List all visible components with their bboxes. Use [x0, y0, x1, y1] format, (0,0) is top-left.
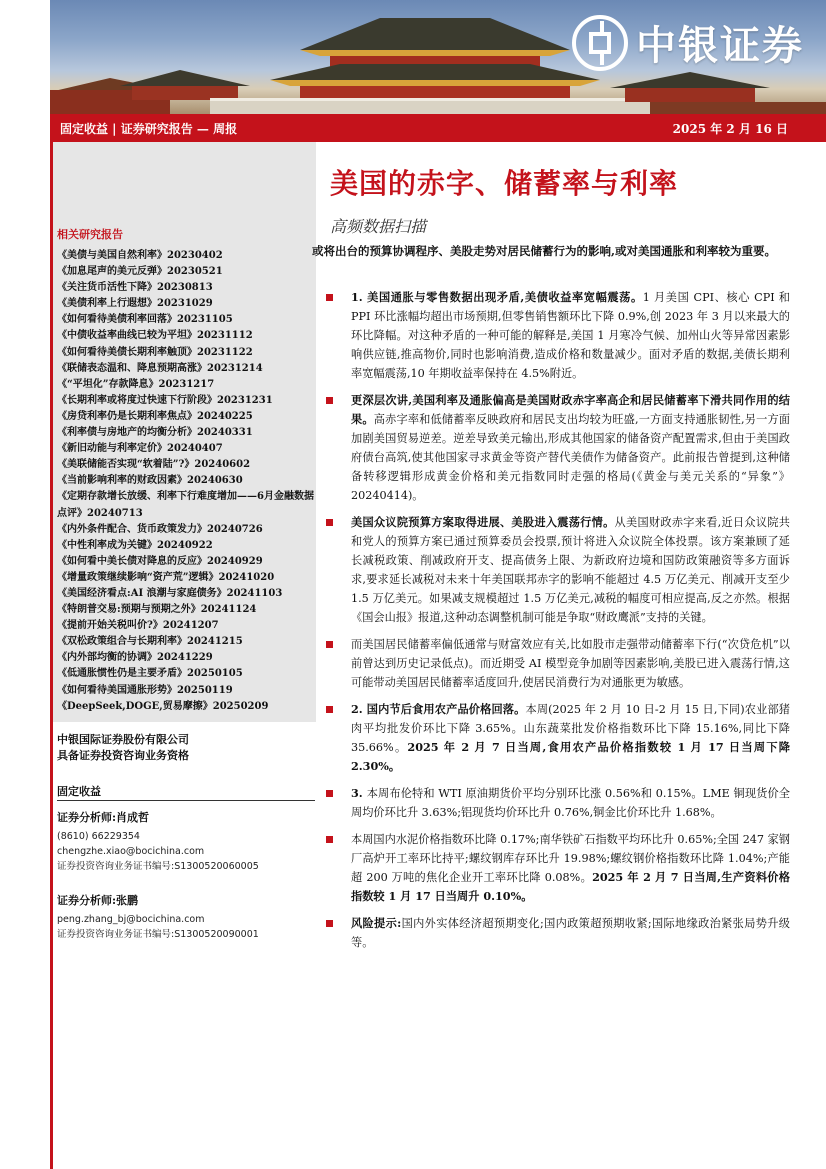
related-report-item[interactable]: 《房贷利率仍是长期利率焦点》20240225 [57, 410, 253, 422]
bullet-lead: 1. 美国通胀与零售数据出现矛盾,美债收益率宽幅震荡。 [351, 290, 643, 304]
bullet-paragraph [326, 830, 790, 906]
related-report-item[interactable]: 《定期存款增长放缓、利率下行难度增加——6月金融数据点评》20240713 [57, 491, 314, 519]
related-report-item[interactable]: 《美国经济看点:AI 浪潮与家庭债务》20241103 [57, 587, 283, 599]
related-report-item[interactable]: 《中债收益率曲线已较为平坦》20231112 [57, 330, 253, 342]
bullet-text: 1 月美国 CPI、核心 CPI 和 PPI 环比涨幅均超出市场预期,但零售销售额环比下降 0.9%,创 2023 年 3 月以来最大的环比降幅。对这种矛盾的一种可能的解释是,美国 1 月寒冷气候、加州山火等异常因素影响供应链,推高物价,同时也影响消费,造成价格和数量减少。面对矛盾的数据,美债长期利率宽幅震荡,10 年期收益率保持在 4.5%附近。 [351, 291, 790, 380]
bullet-lead: 美国众议院预算方案取得进展、美股进入震荡行情。 [351, 515, 615, 529]
analyst-email[interactable]: peng.zhang_bj@bocichina.com [57, 914, 205, 925]
bullet-paragraph [326, 391, 790, 505]
company-info [57, 732, 315, 764]
analyst-cert: 证券投资咨询业务证书编号:S1300520060005 [57, 861, 259, 872]
analyst-name: 证券分析师:肖成哲 [57, 811, 150, 824]
analyst-card [57, 892, 315, 942]
bullet-paragraph [326, 288, 790, 383]
bullet-paragraph [326, 635, 790, 692]
related-report-item[interactable]: 《当前影响利率的财政因素》20240630 [57, 475, 243, 487]
analyst-cert: 证券投资咨询业务证书编号:S1300520090001 [57, 929, 259, 940]
company-qualification: 具备证券投资咨询业务资格 [57, 749, 189, 762]
report-subtitle: 高频数据扫描 [330, 217, 427, 236]
bullet-list [326, 288, 790, 952]
related-report-item[interactable]: 《增量政策继续影响“资产荒”逻辑》20241020 [57, 571, 275, 583]
bullet-lead: 3. [351, 786, 367, 800]
bullet-text: 国内外实体经济超预期变化;国内政策超预期收紧;国际地缘政治紧张局势升级等。 [351, 917, 790, 949]
bullet-text: 而美国居民储蓄率偏低通常与财富效应有关,比如股市走强带动储蓄率下行(“次贷危机”以前曾达到历史记录低点)。而近期受 AI 模型竞争加剧等因素影响,美股已进入震荡行情,这可能带动美国居民储蓄率适度回升,使居民消费行为对通胀更为敏感。 [351, 638, 790, 689]
bullet-text: 本周布伦特和 WTI 原油期货价平均分别环比涨 0.56%和 0.15%。LME 铜现货价全周均价环比升 3.63%;铝现货均价环比升 0.76%,铜金比价环比升 1.68%。 [351, 787, 790, 819]
related-report-item[interactable]: 《美联储能否实现“软着陆”?》20240602 [57, 459, 251, 471]
related-report-item[interactable]: 《提前开始关税叫价?》20241207 [57, 620, 219, 632]
analyst-phone: (8610) 66229354 [57, 831, 140, 842]
related-report-item[interactable]: 《如何看中美长债对降息的反应》20240929 [57, 555, 263, 567]
header-banner [50, 0, 826, 114]
related-report-item[interactable]: 《新旧动能与利率定价》20240407 [57, 443, 223, 455]
divider [57, 800, 315, 801]
related-report-item[interactable]: 《加息尾声的美元反弹》20230521 [57, 266, 223, 278]
related-report-item[interactable]: 《低通胀惯性仍是主要矛盾》20250105 [57, 668, 243, 680]
report-intro: 或将出台的预算协调程序、美股走势对居民储蓄行为的影响,或对美国通胀和利率较为重要。 [312, 244, 776, 258]
bullet-square-icon [326, 920, 333, 927]
related-report-item[interactable]: 《特朗普交易:预期与预期之外》20241124 [57, 604, 257, 616]
report-title: 美国的赤字、储蓄率与利率 [330, 167, 679, 200]
analyst-email[interactable]: chengzhe.xiao@bocichina.com [57, 846, 205, 857]
related-report-item[interactable]: 《如何看待美债长期利率触顶》20231122 [57, 346, 253, 358]
related-report-item[interactable]: 《“平坦化”存款降息》20231217 [57, 378, 215, 390]
related-report-item[interactable]: 《联储表态温和、降息预期高涨》20231214 [57, 362, 263, 374]
bullet-square-icon [326, 519, 333, 526]
related-reports-title: 相关研究报告 [57, 228, 123, 241]
bullet-lead: 2. 国内节后食用农产品价格回落。 [351, 702, 526, 716]
bullet-lead: 风险提示: [351, 916, 402, 930]
bullet-text: 本周国内水泥价格指数环比降 0.17%;南华铁矿石指数平均环比升 0.65%;全国 247 家钢厂高炉开工率环比持平;螺纹钢库存环比升 19.98%;螺纹钢价格指数环比降 1.04%;产能超 200 万吨的焦化企业开工率环比降 0.08%。 [351, 833, 790, 884]
company-name: 中银国际证券股份有限公司 [57, 733, 189, 746]
related-report-item[interactable]: 《如何看待美债利率回落》20231105 [57, 314, 233, 326]
related-report-item[interactable]: 《双松政策组合与长期利率》20241215 [57, 636, 243, 648]
brand-name: 中银证券 [636, 23, 804, 69]
related-report-item[interactable]: 《美债利率上行遐想》20231029 [57, 298, 213, 310]
related-reports [57, 226, 315, 715]
bullet-text: 本周(2025 年 2 月 10 日-2 月 15 日,下同)农业部猪肉平均批发价环比下降 3.65%。山东蔬菜批发价格指数环比下降 15.16%,同比下降 35.66%。 [351, 703, 790, 754]
bullet-text: 高赤字率和低储蓄率反映政府和居民支出均较为旺盛,一方面支持通胀韧性,另一方面加剧美国贸易逆差。逆差导致美元输出,形成其他国家的储备资产配置需求,但由于美国政府债台高筑,使其他国家寻求黄金等资产替代美债作为储备资产。此前报告曾提到,这种储备转移逻辑形成黄金价格和美元指数同时走强的格局(《黄金与美元关系的“异象”》20240414)。 [351, 413, 790, 502]
related-report-item[interactable]: 《美债与美国自然利率》20230402 [57, 250, 223, 261]
analyst-card [57, 809, 315, 874]
related-report-item[interactable]: 《如何看待美国通胀形势》20250119 [57, 684, 233, 696]
related-report-item[interactable]: 《中性利率成为关键》20240922 [57, 539, 213, 551]
report-category: 固定收益 | 证券研究报告 — 周报 [60, 121, 238, 136]
bullet-paragraph [326, 700, 790, 776]
report-date: 2025 年 2 月 16 日 [672, 121, 788, 136]
report-category-bar [50, 114, 826, 142]
bullet-square-icon [326, 397, 333, 404]
related-report-item[interactable]: 《内外部均衡的协调》20241229 [57, 652, 213, 664]
bullet-text: 从美国财政赤字来看,近日众议院共和党人的预算方案已通过预算委员会投票,预计将进入众议院全体投票。该方案兼顾了延长减税政策、削减政府开支、提高债务上限、为新政府边境和国防政策融资等多方面诉求,要求延长减税对未来十年美国联邦赤字的影响不能超过 4.5 万亿美元、削减开支至少 1.5 万亿美元。如果减支规模超过 1.5 万亿美元,减税的幅度可相应提高,反之亦然。根据《国会山报》报道,这种动态调整机制可能是争取“财政鹰派”支持的关键。 [351, 516, 790, 624]
bullet-square-icon [326, 294, 333, 301]
boc-logo-icon [572, 15, 628, 71]
related-report-item[interactable]: 《内外条件配合、货币政策发力》20240726 [57, 523, 263, 535]
related-report-item[interactable]: 《利率债与房地产的均衡分析》20240331 [57, 427, 253, 439]
analyst-name: 证券分析师:张鹏 [57, 894, 139, 907]
bullet-conclusion: 2025 年 2 月 7 日当周,食用农产品价格指数较 1 月 17 日当周下降 2.30%。 [351, 740, 790, 773]
bullet-paragraph [326, 784, 790, 822]
brand-logo [572, 14, 804, 71]
related-report-item[interactable]: 《关注货币活性下降》20230813 [57, 282, 213, 294]
related-report-item[interactable]: 《DeepSeek,DOGE,贸易摩擦》20250209 [57, 700, 269, 712]
related-report-item[interactable]: 《长期利率或将度过快速下行阶段》20231231 [57, 394, 273, 406]
bullet-square-icon [326, 706, 333, 713]
related-reports-list [57, 248, 315, 715]
bullet-conclusion: 2025 年 2 月 7 日当周,生产资料价格指数较 1 月 17 日当周升 0.10%。 [351, 870, 790, 903]
bullet-square-icon [326, 836, 333, 843]
bullet-paragraph [326, 513, 790, 627]
bullet-square-icon [326, 641, 333, 648]
bullet-square-icon [326, 790, 333, 797]
bullet-lead: 更深层次讲,美国利率及通胀偏高是美国财政赤字率高企和居民储蓄率下滑共同作用的结果。 [351, 393, 790, 426]
section-label: 固定收益 [57, 785, 101, 798]
bullet-paragraph [326, 914, 790, 952]
